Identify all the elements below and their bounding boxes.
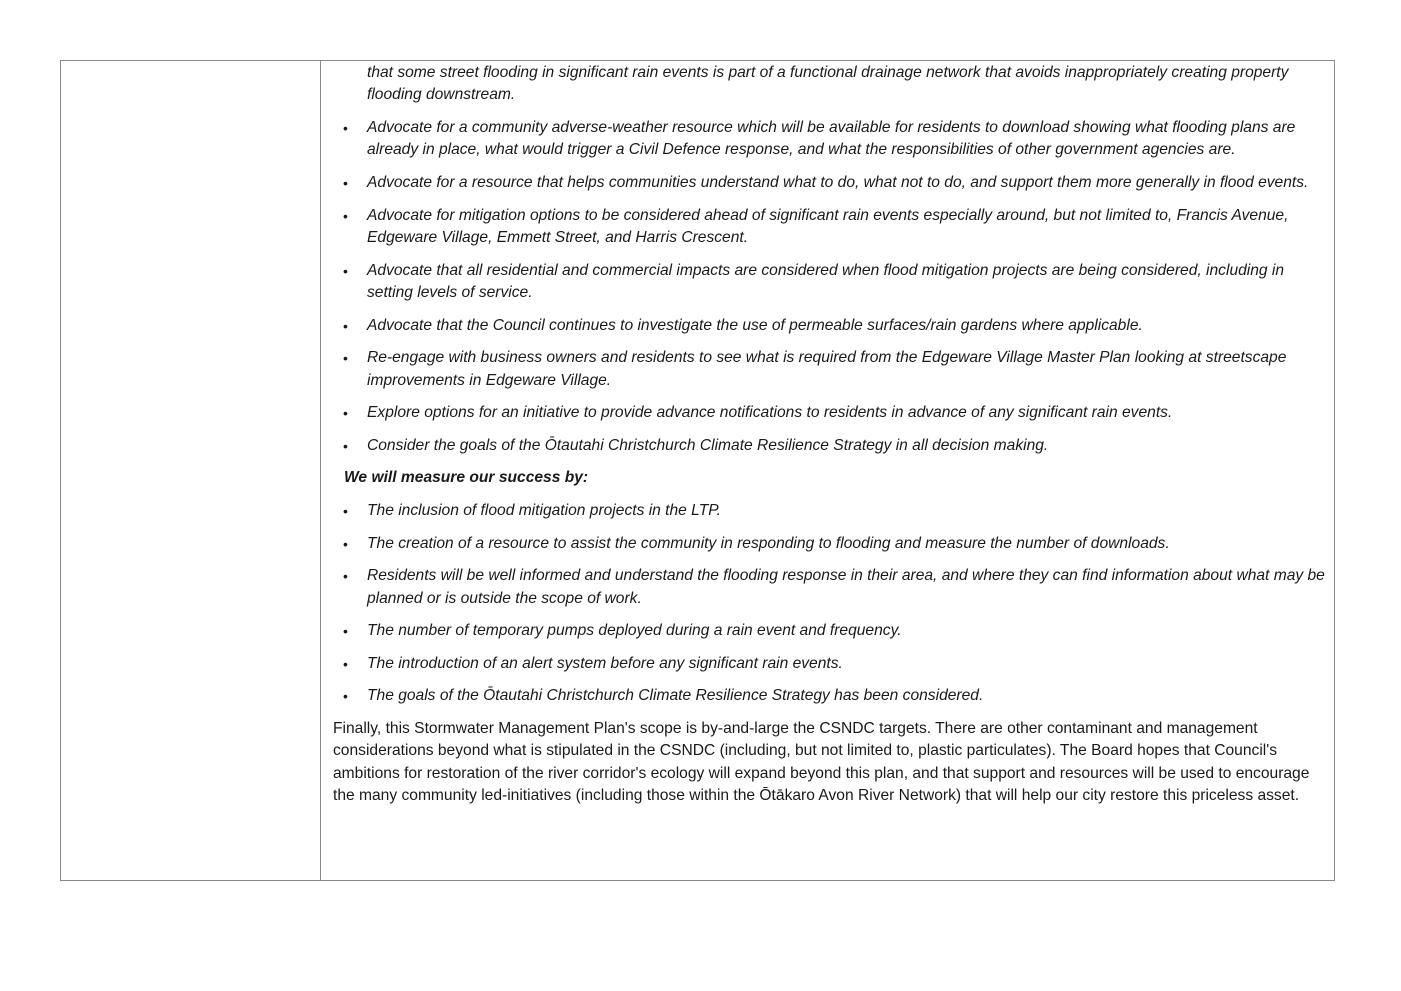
- action-list-item: [333, 172, 1326, 194]
- bullet-icon: •: [343, 437, 348, 454]
- measure-list-item: [333, 500, 1326, 522]
- bullet-icon: •: [343, 655, 348, 672]
- bullet-icon: •: [343, 688, 348, 705]
- continued-list-item: that some street flooding in significant rain events is part of a functional drainage network that avoids inappropriately creating property flooding downstream.: [367, 64, 1289, 104]
- measure-list-item-text: Residents will be well informed and understand the flooding response in their area, and where they can find information about what may be planned or is outside the scope of work.: [367, 567, 1325, 607]
- bullet-icon: •: [343, 623, 348, 640]
- action-list-item: [333, 347, 1326, 392]
- measure-list-item: [333, 620, 1326, 642]
- action-list-item: [333, 315, 1326, 337]
- bullet-icon: •: [343, 535, 348, 552]
- table-left-cell: [61, 61, 321, 880]
- action-list: [333, 117, 1326, 457]
- measure-list-item-text: The inclusion of flood mitigation projects in the LTP.: [367, 501, 721, 519]
- bullet-icon: •: [343, 175, 348, 191]
- bullet-icon: •: [343, 405, 348, 422]
- action-list-item-text: Advocate that the Council continues to investigate the use of permeable surfaces/rain gardens where applicable.: [367, 316, 1143, 334]
- action-list-item-text: Consider the goals of the Ōtautahi Christchurch Climate Resilience Strategy in all decision making.: [367, 436, 1049, 454]
- measure-list: [333, 500, 1326, 708]
- measure-list-item-text: The creation of a resource to assist the community in responding to flooding and measure the number of downloads.: [367, 534, 1170, 552]
- measure-list-item-text: The number of temporary pumps deployed during a rain event and frequency.: [367, 622, 902, 640]
- measure-heading: We will measure our success by:: [344, 469, 589, 487]
- bullet-icon: •: [343, 568, 348, 585]
- action-list-item-text: Advocate for mitigation options to be considered ahead of significant rain events especially around, but not limited to, Francis Avenue, Edgeware Village, Emmett Street, and Harris Crescent.: [367, 206, 1289, 246]
- measure-list-item: [333, 685, 1326, 707]
- bullet-icon: •: [343, 317, 348, 334]
- table-right-cell: [321, 61, 1334, 880]
- bullet-icon: •: [343, 207, 348, 224]
- final-paragraph: Finally, this Stormwater Management Plan's scope is by-and-large the CSNDC targets. There are other contaminant and management considerations beyond what is stipulated in the CSNDC (including, but not limited to, plastic particulates). The Board hopes that Council's ambitions for restoration of the river corridor's ecology will expand beyond this plan, and that support and resources will be used to encourage the many community led-initiatives (including those within the Ōtākaro Avon River Network) that will help our city restore this priceless asset.: [333, 719, 1310, 805]
- document-table: [60, 60, 1335, 881]
- action-list-item: [333, 402, 1326, 424]
- bullet-icon: •: [343, 262, 348, 279]
- measure-list-item-text: The goals of the Ōtautahi Christchurch Climate Resilience Strategy has been considered.: [367, 687, 984, 705]
- measure-list-item-text: The introduction of an alert system before any significant rain events.: [367, 654, 843, 672]
- advocate-list: [333, 62, 1326, 107]
- action-list-item-text: Advocate for a resource that helps communities understand what to do, what not to do, and support them more generally in flood events.: [367, 174, 1309, 191]
- action-list-item-text: Explore options for an initiative to provide advance notifications to residents in advance of any significant rain events.: [367, 404, 1173, 422]
- action-list-item: [333, 435, 1326, 457]
- action-list-item-text: Advocate for a community adverse-weather resource which will be available for residents to download showing what flooding plans are already in place, what would trigger a Civil Defence response, and what the responsibilities of other government agencies are.: [367, 119, 1296, 159]
- action-list-item: [333, 117, 1326, 162]
- bullet-icon: •: [343, 350, 348, 367]
- measure-list-item: [333, 533, 1326, 555]
- measure-list-item: [333, 653, 1326, 675]
- bullet-icon: •: [343, 502, 348, 519]
- bullet-icon: •: [343, 120, 348, 136]
- action-list-item-text: Re-engage with business owners and residents to see what is required from the Edgeware Village Master Plan looking at streetscape improvements in Edgeware Village.: [367, 349, 1287, 389]
- measure-list-item: [333, 565, 1326, 610]
- action-list-item: [333, 205, 1326, 250]
- action-list-item: [333, 260, 1326, 305]
- action-list-item-text: Advocate that all residential and commercial impacts are considered when flood mitigation projects are being considered, including in setting levels of service.: [367, 261, 1285, 301]
